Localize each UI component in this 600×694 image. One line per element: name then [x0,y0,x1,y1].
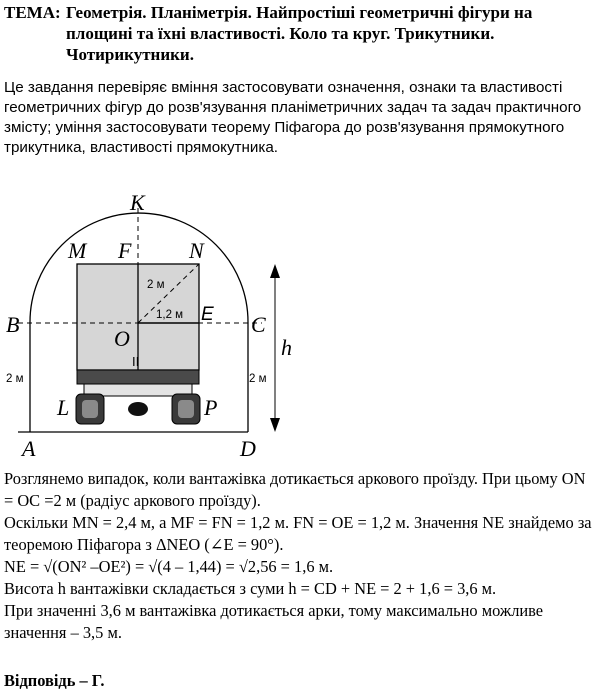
solution-line-1: Розглянемо випадок, коли вантажівка дотикається аркового проїзду. При цьому ON = OC =2 м (радіус аркового проїзду). [4,469,586,510]
decor-mark: II [132,354,140,369]
arch-truck-figure [0,186,600,466]
label-M: M [68,238,87,263]
dim-oe: 1,2 м [156,309,184,321]
solution-line-5: При значенні 3,6 м вантажівка дотикається арки, тому максимально можливе значення – 3,5 м. [4,601,544,642]
wheel-left-hub [82,400,98,418]
label-N: N [189,238,204,263]
label-h: h [281,335,292,360]
label-O: O [114,326,130,351]
dim-right-wall: 2 м [249,373,267,385]
label-B: B [6,312,20,337]
label-P: P [204,395,218,420]
answer: Відповідь – Г. [4,671,105,690]
label-D: D [240,436,256,461]
solution-line-3: NE = √(ON² –OE²) = √(4 – 1,44) = √2,56 = 1,6 м. [4,557,334,576]
topic-header [4,2,596,65]
wheel-right-hub [178,400,194,418]
solution [4,468,596,644]
hitch [128,402,148,416]
truck-bumper [77,370,199,384]
topic-text: Геометрія. Планіметрія. Найпростіші геометричні фігури на площині та їхні властивості. Коло та круг. Трикутники. Чотирикутники. [66,3,533,64]
label-A: A [22,436,36,461]
task-description: Це завдання перевіряє вміння застосовувати означення, ознаки та властивості геометричних фігур до розв'язування планіметричних задач та задач практичного змісту; уміння застосовувати теорему Піфагора до розв'язування прямокутного трикутника, властивості прямокутника. [4,79,582,156]
topic-label: ТЕМА: [4,3,61,22]
solution-line-2: Оскільки MN = 2,4 м, а MF = FN = 1,2 м. FN = OE = 1,2 м. Значення NE знайдемо за теоремою Піфагора з ΔNEO (∠E = 90°). [4,513,592,554]
label-F: F [118,238,132,263]
label-L: L [57,395,70,420]
dim-left-wall: 2 м [6,373,24,385]
label-C: C [251,312,266,337]
solution-line-4: Висота h вантажівки складається з суми h = CD + NE = 2 + 1,6 = 3,6 м. [4,579,497,598]
dim-on: 2 м [147,279,165,291]
label-K: K [130,190,145,215]
label-E: E [201,304,214,325]
